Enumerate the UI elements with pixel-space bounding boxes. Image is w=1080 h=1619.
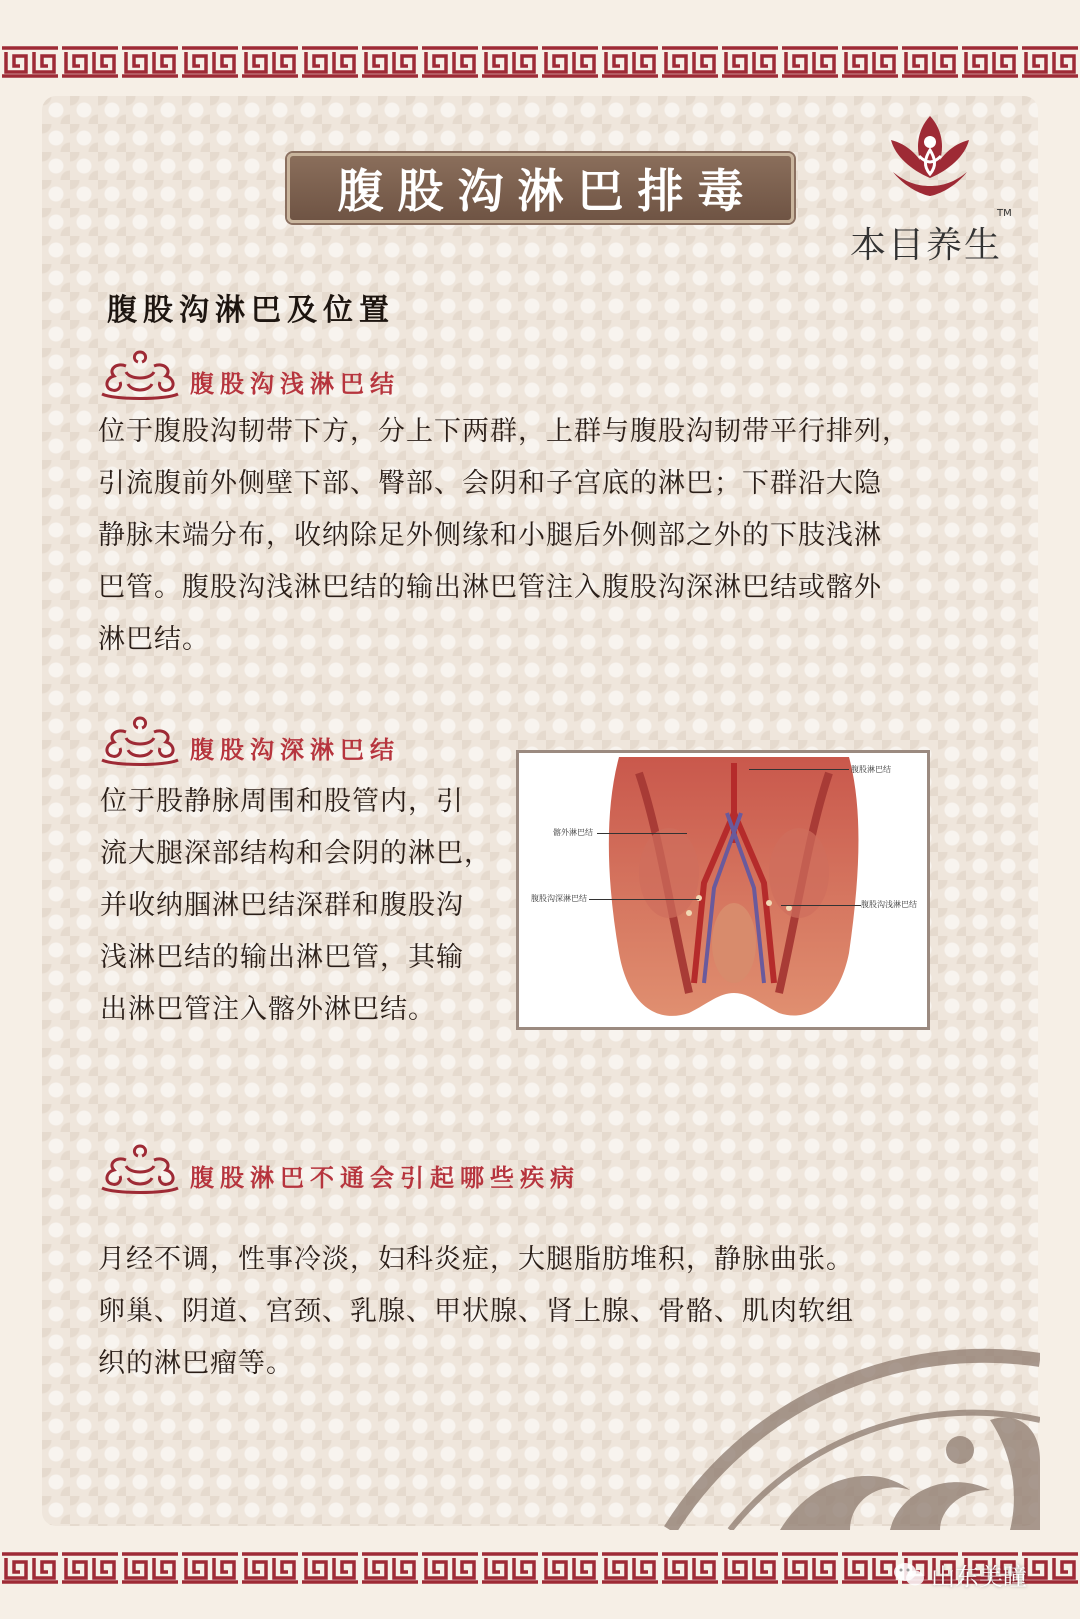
- text-line: 引流腹前外侧壁下部、臀部、会阴和子宫底的淋巴；下群沿大隐: [98, 468, 882, 499]
- text-line: 巴管。腹股沟浅淋巴结的输出淋巴管注入腹股沟深淋巴结或髂外: [98, 572, 882, 603]
- lotus-logo-icon: [885, 112, 975, 208]
- page-title: 腹股沟淋巴排毒: [337, 164, 758, 218]
- watermark-text: 山东美瞳: [931, 1563, 1027, 1591]
- section-heading-label: 腹股沟浅淋巴结: [190, 369, 400, 398]
- text-line: 卵巢、阴道、宫颈、乳腺、甲状腺、肾上腺、骨骼、肌肉软组: [98, 1296, 854, 1327]
- figure-label-left-lower: 腹股沟深淋巴结: [531, 894, 587, 903]
- text-line: 浅淋巴结的输出淋巴管，其输: [100, 942, 464, 973]
- text-line: 淋巴结。: [98, 624, 210, 655]
- text-line: 并收纳腘淋巴结深群和腹股沟: [100, 890, 464, 921]
- title-banner: [287, 153, 794, 223]
- deep-nodes-text: [100, 776, 510, 1036]
- brand-logo: [845, 112, 1015, 266]
- cloud-ornament-icon: [96, 710, 184, 770]
- text-line: 位于股静脉周围和股管内，引: [100, 786, 464, 817]
- section-heading-superficial: [96, 344, 400, 404]
- section-heading-label: 腹股沟深淋巴结: [190, 735, 400, 764]
- trademark-mark: TM: [997, 208, 1012, 219]
- anatomy-illustration: [516, 750, 930, 1030]
- label-leader-line: [781, 905, 861, 906]
- cloud-ornament-icon: [96, 344, 184, 404]
- section-heading-diseases: [96, 1138, 580, 1198]
- figure-label-right: 腹股沟浅淋巴结: [861, 900, 917, 909]
- section-heading-label: 腹股淋巴不通会引起哪些疾病: [190, 1163, 580, 1192]
- wechat-icon: [893, 1561, 925, 1589]
- section-title: 腹股沟淋巴及位置: [107, 293, 395, 328]
- figure-label-top: 腹股淋巴结: [851, 765, 891, 774]
- figure-label-left-upper: 髂外淋巴结: [553, 828, 593, 837]
- text-line: 出淋巴管注入髂外淋巴结。: [100, 994, 436, 1025]
- brand-name: 本目养生: [850, 225, 1003, 266]
- top-decorative-border: [0, 42, 1080, 82]
- text-line: 流大腿深部结构和会阴的淋巴，: [100, 838, 492, 869]
- label-leader-line: [749, 769, 849, 770]
- text-line: 位于腹股沟韧带下方，分上下两群，上群与腹股沟韧带平行排列，: [98, 416, 910, 447]
- text-line: 静脉末端分布，收纳除足外侧缘和小腿后外侧部之外的下肢浅淋: [98, 520, 882, 551]
- section-heading-deep: [96, 710, 400, 770]
- watermark: [893, 1557, 1027, 1592]
- diseases-text: [98, 1234, 958, 1390]
- text-line: 月经不调，性事冷淡，妇科炎症，大腿脂肪堆积，静脉曲张。: [98, 1244, 854, 1275]
- cloud-ornament-icon: [96, 1138, 184, 1198]
- pelvis-anatomy-drawing: [519, 753, 930, 1030]
- text-line: 织的淋巴瘤等。: [98, 1348, 294, 1379]
- superficial-nodes-text: [98, 406, 958, 666]
- label-leader-line: [597, 833, 687, 834]
- label-leader-line: [589, 899, 699, 900]
